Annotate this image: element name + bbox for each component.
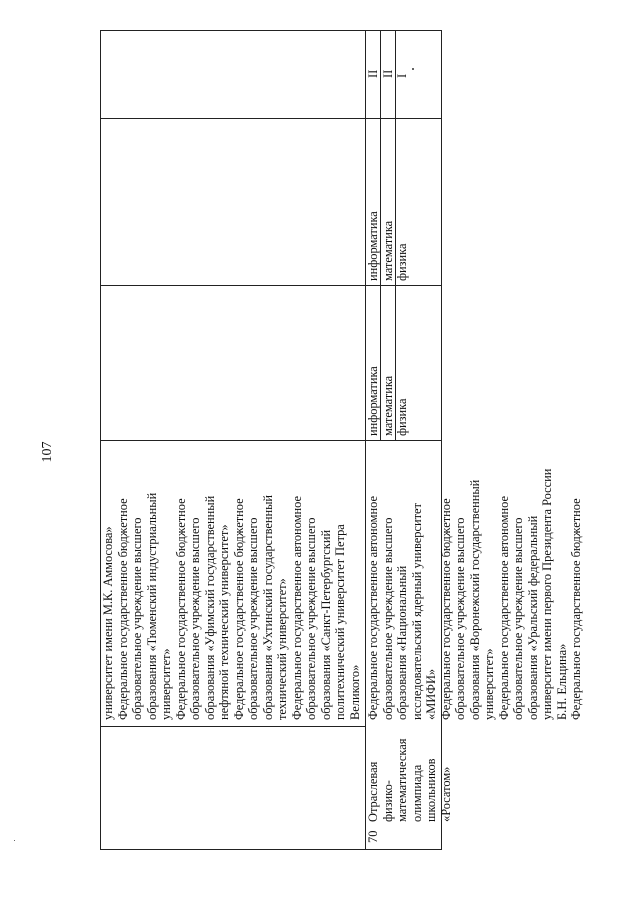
row-divider bbox=[100, 118, 442, 119]
organizer-universities-cell: Федеральное государственное автономное образовательное учреждение высшего образования «Национальный исследовательский ядерный университет «МИФИ» Федеральное государственное бюджетное образовательное учреждение высшего образования «Воронежский государственный университет» Федеральное государственное автономное образовательное учреждение высшего образования «Уральский федеральный университет имени первого Президента России Б.Н. Ельцина» Федеральное государственное бюджетное bbox=[366, 468, 583, 720]
olympiad-name-cell: Отраслевая физико- математическая олимпиада школьников «Росатом» bbox=[366, 738, 453, 822]
row-divider bbox=[100, 440, 442, 441]
subjects-cell: информатика математика физика bbox=[366, 211, 409, 281]
row-divider bbox=[100, 726, 365, 727]
row-number: 70 bbox=[366, 830, 380, 843]
continuation-universities-cell: университет имени М.К. Аммосова» Федеральное государственное бюджетное образовательное учреждение высшего образования «Тюменский индустриальный университет» Федеральное государственное бюджетное образовательное учреждение высшего образования «Уфимский государственный нефтяной технический университет» Федеральное государственное бюджетное образовательное учреждение высшего образования «Ухтинский государственный технический университет» Федеральное государственное автономное образовательное учреждение высшего образования «Санкт-Петербургский политехнический университет Петра Великого» bbox=[101, 492, 362, 720]
profiles-cell: информатика математика физика bbox=[366, 366, 409, 436]
scan-speck bbox=[412, 68, 414, 70]
scan-speck bbox=[14, 840, 15, 841]
levels-cell: II II I bbox=[366, 69, 409, 78]
page-number: 107 bbox=[40, 441, 55, 463]
row-divider bbox=[100, 285, 442, 286]
